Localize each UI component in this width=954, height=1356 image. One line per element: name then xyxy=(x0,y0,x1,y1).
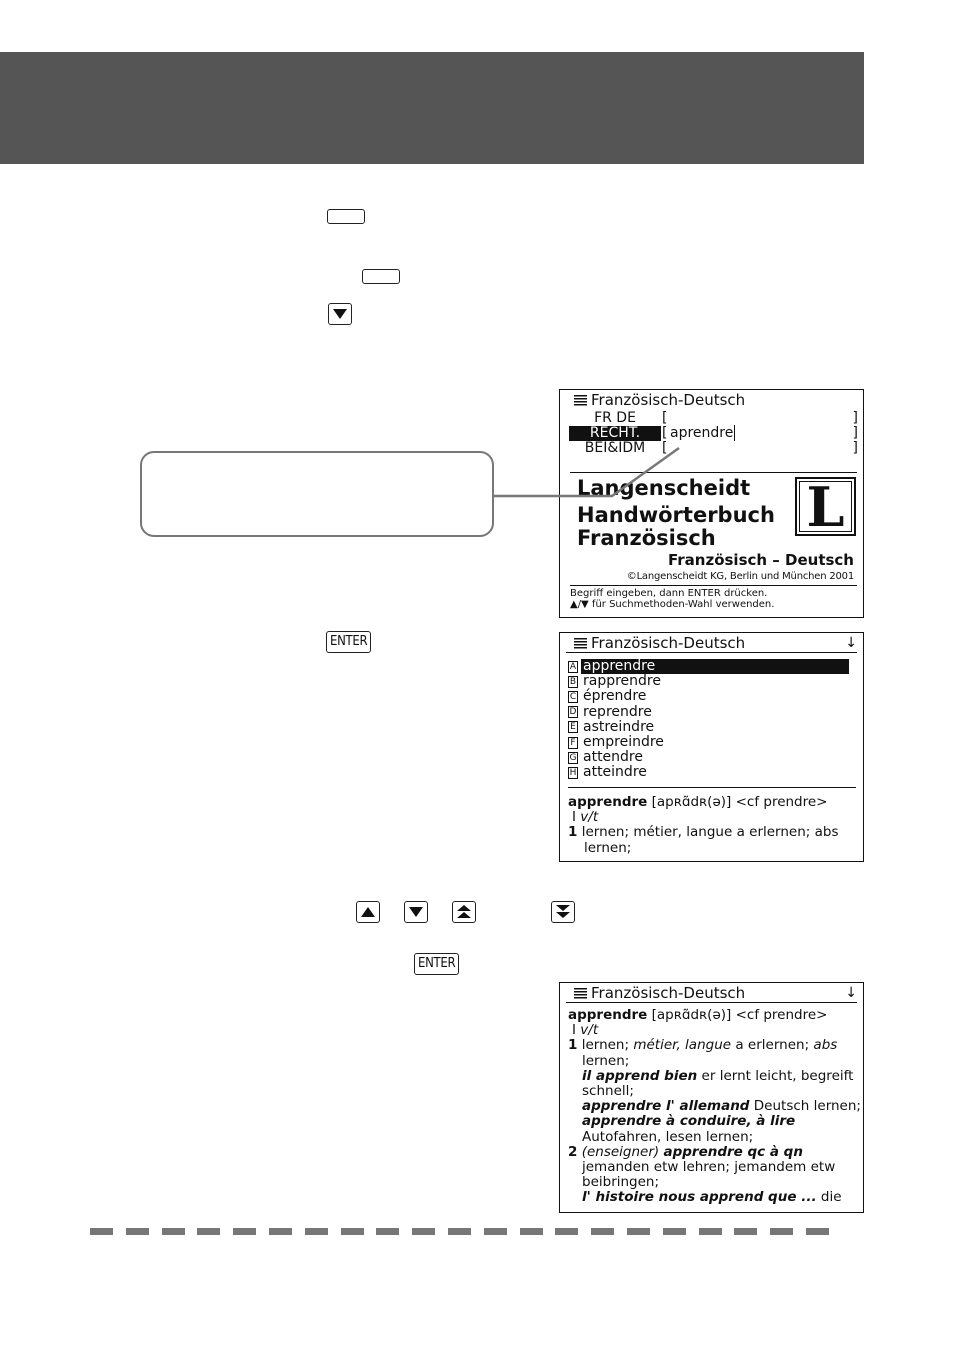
mode-row-fr-de[interactable] xyxy=(569,411,661,426)
callout-box xyxy=(140,451,494,537)
up-arrow-key-icon xyxy=(356,901,380,923)
dash-segment xyxy=(412,1228,435,1235)
candidate-list xyxy=(560,659,863,781)
page-up-key-icon xyxy=(452,901,476,923)
langenscheidt-logo xyxy=(795,475,856,539)
dash-segment xyxy=(197,1228,220,1235)
dictionary-title: Französisch-Deutsch xyxy=(591,984,746,1002)
bracket-open: [ xyxy=(662,440,668,456)
dash-segment xyxy=(233,1228,256,1235)
screen-title xyxy=(566,390,857,409)
scroll-down-indicator-icon: ↓ xyxy=(845,985,857,1001)
blank-key-icon-2 xyxy=(362,269,400,284)
dash-segment xyxy=(448,1228,471,1235)
list-item[interactable]: A apprendre xyxy=(560,659,863,674)
dash-segment xyxy=(806,1228,829,1235)
hint-line-1: Begriff eingeben, dann ENTER drücken. xyxy=(570,588,768,599)
subtitle: Französisch – Deutsch xyxy=(667,551,854,569)
dash-segment xyxy=(663,1228,686,1235)
dash-segment xyxy=(734,1228,757,1235)
brand-line-3: Französisch xyxy=(577,526,716,550)
screen-title xyxy=(566,983,857,1003)
list-item[interactable]: D reprendre xyxy=(569,703,652,720)
divider xyxy=(568,787,856,788)
down-arrow-key-icon xyxy=(404,901,428,923)
mode-row-recht[interactable] xyxy=(569,426,661,441)
dash-segment xyxy=(305,1228,328,1235)
list-item[interactable]: G attendre xyxy=(569,749,643,766)
list-item[interactable]: B rapprendre xyxy=(569,673,661,690)
scroll-down-indicator-icon: ↓ xyxy=(845,635,857,651)
entry-preview: apprendre [apʀɑ̃dʀ(ə)] <cf prendre> I v/t 1 lernen; métier, langue a erlernen; abs lernen; xyxy=(568,794,839,856)
enter-key-icon: ENTER xyxy=(326,631,371,653)
dash-segment xyxy=(591,1228,614,1235)
callout-leader-line xyxy=(490,440,690,520)
dash-segment xyxy=(376,1228,399,1235)
mode-label: FR DE xyxy=(594,410,636,426)
entry-detail: apprendre [apʀɑ̃dʀ(ə)] <cf prendre> I v/t 1 lernen; métier, langue a erlernen; abs lernen; il apprend bien er lernt leicht, begreift schnell; apprendre l' allemand Deutsch lernen; apprendre à conduire, à lire Autofahren, lesen lernen; 2 (enseigner) apprendre qc à qn jemanden etw lehren; jemandem etw beibringen; l' histoire nous apprend que ... die xyxy=(568,1007,861,1206)
dash-segment xyxy=(520,1228,543,1235)
book-icon xyxy=(574,638,587,649)
search-input-value: aprendre xyxy=(670,425,734,441)
dash-segment xyxy=(90,1228,113,1235)
screen-title xyxy=(566,633,857,653)
list-item[interactable]: E astreindre xyxy=(560,720,863,735)
brand-line-1: Langenscheidt xyxy=(577,476,751,500)
hint-line-2: ▲/▼ für Suchmethoden-Wahl verwenden. xyxy=(570,599,775,610)
mode-label: BEI&IDM xyxy=(584,440,646,456)
book-icon xyxy=(574,988,587,999)
dash-segment xyxy=(484,1228,507,1235)
brand-line-2: Handwörterbuch xyxy=(577,503,775,527)
enter-key-icon-2: ENTER xyxy=(414,953,459,975)
screen-candidate-list xyxy=(559,632,864,862)
dash-segment xyxy=(269,1228,292,1235)
logo-letter: L xyxy=(806,475,845,539)
down-arrow-key-icon xyxy=(328,303,352,325)
list-item[interactable]: C éprendre xyxy=(569,688,647,705)
dash-segment xyxy=(555,1228,578,1235)
dictionary-title: Französisch-Deutsch xyxy=(591,391,746,409)
dash-segment xyxy=(162,1228,185,1235)
book-icon xyxy=(574,395,587,406)
copyright: ©Langenscheidt KG, Berlin und München 2001 xyxy=(626,571,854,582)
blank-key-icon xyxy=(327,209,365,224)
mode-label-selected: RECHT. xyxy=(569,426,661,441)
dash-segment xyxy=(627,1228,650,1235)
page-down-key-icon xyxy=(551,901,575,923)
dash-segment xyxy=(341,1228,364,1235)
dash-segment xyxy=(699,1228,722,1235)
bracket-open: [ xyxy=(662,425,668,441)
list-item[interactable]: F empreindre xyxy=(560,735,863,750)
divider xyxy=(570,585,857,586)
header-band xyxy=(0,52,864,164)
screen-entry-detail xyxy=(559,982,864,1213)
dictionary-title: Französisch-Deutsch xyxy=(591,634,746,652)
list-item[interactable]: H atteindre xyxy=(569,764,647,781)
bracket-close: ] xyxy=(852,440,858,456)
bracket-close: ] xyxy=(852,410,858,426)
bracket-close: ] xyxy=(852,425,858,441)
dash-segment xyxy=(770,1228,793,1235)
dash-segment xyxy=(126,1228,149,1235)
bracket-open: [ xyxy=(662,410,668,426)
